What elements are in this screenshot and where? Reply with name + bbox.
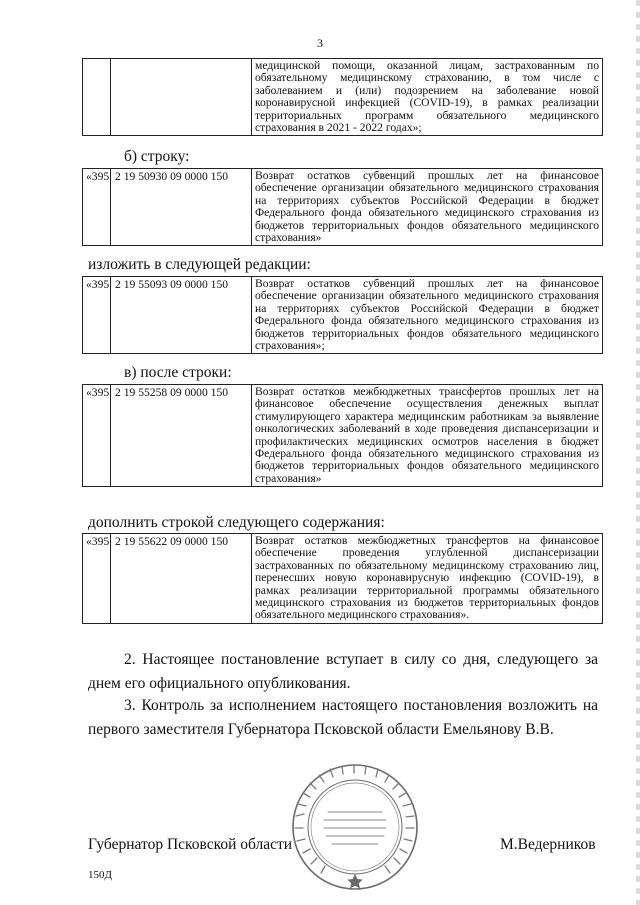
row-number-cell: «395 [83,169,111,246]
budget-code-cell: 2 19 55622 09 0000 150 [111,534,252,624]
budget-code-cell [111,59,252,136]
signer-name: М.Ведерников [500,836,596,853]
page-number: 3 [317,36,323,50]
label-v: в) после строки: [124,364,232,381]
description-cell: медицинской помощи, оказанной лицам, застрахованным по обязательному медицинскому страхованию, в том числе с заболеванием и (или) подозрением на заболевание новой коронавирусной инфекцией (COVID-19), в рамках реализации территориальных программ обязательного медицинского страхования в 2021 - 2022 годах»; [252,59,603,136]
paragraph-3-text: 3. Контроль за исполнением настоящего постановления возложить на первого заместителя Губернатора Псковской области Емельянову В.В. [88,697,598,738]
description-cell: Возврат остатков межбюджетных трансфертов на финансовое обеспечение проведения углубленной диспансеризации застрахованных по обязательному медицинскому страхованию лиц, перенесших новую коронавирусную инфекцию (COVID-19), в рамках реализации территориальной программы обязательного медицинского страхования из бюджетов территориальных фондов обязательного медицинского страхования». [252,534,603,624]
document-code: 150Д [88,869,113,881]
table-row-b [82,168,603,246]
table-row-add [82,533,603,624]
table-row-v [82,384,603,487]
label-b: б) строку: [124,148,190,165]
budget-code-cell: 2 19 55093 09 0000 150 [111,277,252,354]
table-row-top [82,58,603,136]
budget-code-cell: 2 19 55258 09 0000 150 [111,385,252,487]
paragraph-2 [88,648,598,696]
description-cell: Возврат остатков субвенций прошлых лет на финансовое обеспечение организации обязательного медицинского страхования на территориях субъектов Российской Федерации в бюджет Федерального фонда обязательного медицинского страхования из бюджетов территориальных фондов обязательного медицинского страхования» [252,169,603,246]
paragraph-3 [88,694,598,742]
label-add: дополнить строкой следующего содержания: [88,514,385,531]
description-cell: Возврат остатков субвенций прошлых лет на финансовое обеспечение организации обязательного медицинского страхования на территориях субъектов Российской Федерации в бюджет Федерального фонда обязательного медицинского страхования из бюджетов территориальных фондов обязательного медицинского страхования»; [252,277,603,354]
row-number-cell: «395 [83,385,111,487]
signer-title: Губернатор Псковской области [88,836,293,853]
row-number-cell: «395 [83,534,111,624]
scan-edge [636,0,640,905]
paragraph-2-text: 2. Настоящее постановление вступает в силу со дня, следующего за днем его официального опубликования. [88,651,598,692]
budget-code-cell: 2 19 50930 09 0000 150 [111,169,252,246]
row-number-cell [83,59,111,136]
row-number-cell: «395 [83,277,111,354]
label-edit: изложить в следующей редакции: [88,256,311,273]
description-cell: Возврат остатков межбюджетных трансфертов прошлых лет на финансовое обеспечение осуществления денежных выплат стимулирующего характера медицинским работникам за выявление онкологических заболеваний в ходе проведения диспансеризации и профилактических медицинских осмотров населения в бюджет Федерального фонда обязательного медицинского страхования из бюджетов территориальных фондов обязательного медицинского страхования» [252,385,603,487]
official-stamp [290,762,420,892]
table-row-edit [82,276,603,354]
